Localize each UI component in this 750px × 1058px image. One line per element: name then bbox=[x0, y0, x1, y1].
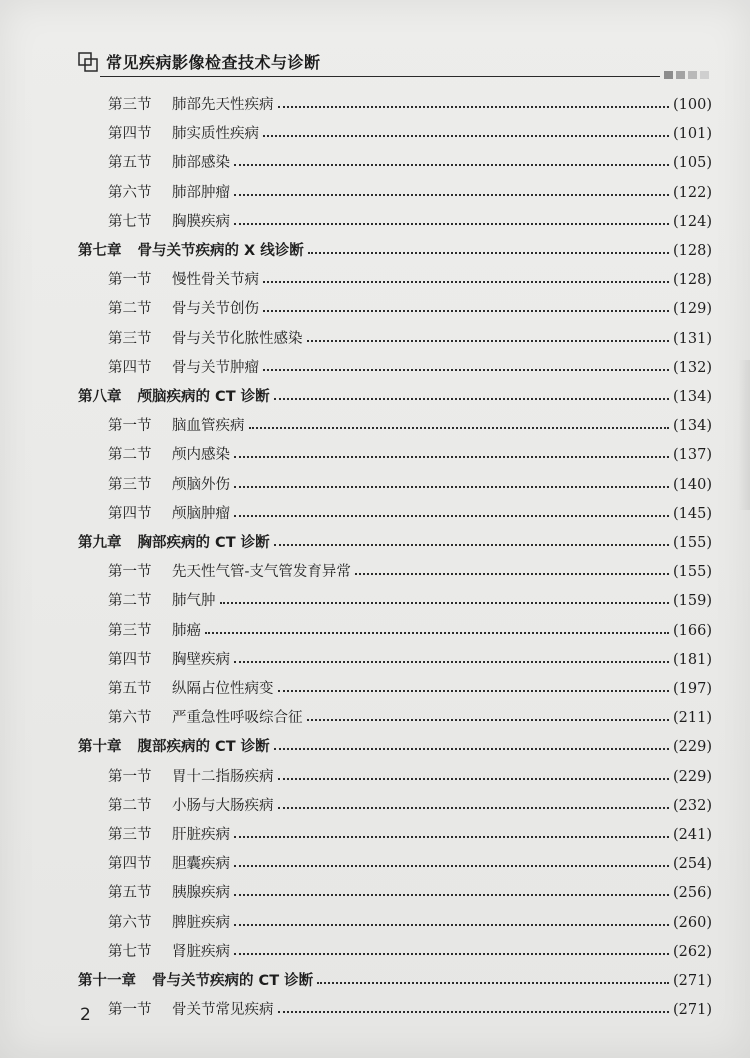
dot-leader bbox=[278, 1011, 670, 1013]
section-number: 第四节 bbox=[108, 359, 152, 376]
dot-leader bbox=[234, 486, 669, 488]
header-block bbox=[676, 71, 685, 79]
bleed-through-shadow bbox=[738, 360, 750, 510]
running-header bbox=[78, 50, 720, 80]
dot-leader bbox=[278, 106, 670, 108]
toc-section-entry[interactable] bbox=[108, 180, 712, 206]
header-rule bbox=[100, 76, 660, 77]
section-number: 第四节 bbox=[108, 505, 152, 522]
section-number: 第二节 bbox=[108, 797, 152, 814]
page-reference: (229) bbox=[673, 739, 712, 756]
dot-leader bbox=[234, 456, 669, 458]
header-corner-mark-icon bbox=[78, 52, 100, 74]
section-title: 颅内感染 bbox=[172, 447, 230, 464]
page-reference: (140) bbox=[673, 476, 712, 493]
toc-section-entry[interactable] bbox=[108, 822, 712, 848]
dot-leader bbox=[249, 427, 670, 429]
section-number: 第二节 bbox=[108, 593, 152, 610]
section-title: 肺部先天性疾病 bbox=[172, 97, 274, 113]
section-title: 骨关节常见疾病 bbox=[172, 1002, 274, 1019]
section-title: 胰腺疾病 bbox=[172, 885, 230, 902]
page-reference: (271) bbox=[673, 973, 712, 989]
section-title: 脑血管疾病 bbox=[172, 418, 245, 435]
toc-section-entry[interactable] bbox=[108, 442, 712, 468]
section-number: 第三节 bbox=[108, 622, 152, 639]
page-reference: (166) bbox=[673, 622, 712, 639]
page-reference: (131) bbox=[673, 330, 712, 347]
section-title: 纵隔占位性病变 bbox=[172, 681, 274, 697]
page-reference: (128) bbox=[673, 243, 712, 259]
section-number: 第五节 bbox=[108, 681, 152, 697]
toc-section-entry[interactable] bbox=[108, 647, 712, 673]
section-number: 第三节 bbox=[108, 827, 152, 843]
toc-section-entry[interactable] bbox=[108, 150, 712, 176]
dot-leader bbox=[308, 252, 669, 254]
toc-section-entry[interactable] bbox=[108, 588, 712, 614]
section-number: 第六节 bbox=[108, 710, 152, 727]
section-number: 第五节 bbox=[108, 155, 152, 172]
chapter-title: 胸部疾病的 CT 诊断 bbox=[137, 535, 270, 551]
dot-leader bbox=[234, 164, 669, 166]
dot-leader bbox=[274, 544, 669, 546]
toc-section-entry[interactable] bbox=[108, 355, 712, 381]
toc-section-entry[interactable] bbox=[108, 910, 712, 936]
toc-section-entry[interactable] bbox=[108, 851, 712, 877]
dot-leader bbox=[234, 836, 669, 838]
page-reference: (155) bbox=[673, 535, 712, 551]
dot-leader bbox=[355, 573, 669, 575]
section-number: 第二节 bbox=[108, 301, 152, 318]
section-title: 肺气肿 bbox=[172, 593, 216, 610]
dot-leader bbox=[307, 719, 670, 721]
dot-leader bbox=[278, 778, 670, 780]
page-reference: (129) bbox=[673, 301, 712, 318]
dot-leader bbox=[234, 223, 669, 225]
toc-section-entry[interactable] bbox=[108, 326, 712, 352]
section-number: 第二节 bbox=[108, 447, 152, 464]
section-number: 第一节 bbox=[108, 272, 152, 289]
section-number: 第一节 bbox=[108, 768, 152, 785]
dot-leader bbox=[274, 398, 669, 400]
page-reference: (211) bbox=[673, 710, 712, 727]
toc-chapter-entry[interactable] bbox=[78, 530, 712, 556]
page-reference: (145) bbox=[673, 505, 712, 522]
chapter-number: 第十章 bbox=[78, 739, 122, 756]
section-title: 严重急性呼吸综合征 bbox=[172, 710, 303, 727]
toc-section-entry[interactable] bbox=[108, 705, 712, 731]
dot-leader bbox=[317, 982, 669, 984]
page-reference: (181) bbox=[673, 651, 712, 668]
section-number: 第七节 bbox=[108, 213, 152, 230]
section-title: 先天性气管-支气管发育异常 bbox=[172, 564, 351, 581]
toc-section-entry[interactable] bbox=[108, 501, 712, 527]
page-reference: (132) bbox=[673, 359, 712, 376]
chapter-title: 颅脑疾病的 CT 诊断 bbox=[137, 389, 270, 405]
page-reference: (256) bbox=[673, 885, 712, 902]
toc-section-entry[interactable] bbox=[108, 997, 712, 1023]
page-reference: (159) bbox=[673, 593, 712, 610]
page-reference: (262) bbox=[673, 943, 712, 960]
dot-leader bbox=[234, 924, 669, 926]
chapter-number: 第八章 bbox=[78, 389, 122, 405]
page-reference: (229) bbox=[673, 768, 712, 785]
page-reference: (124) bbox=[673, 213, 712, 230]
header-decorative-blocks bbox=[664, 71, 709, 79]
section-number: 第三节 bbox=[108, 476, 152, 493]
section-number: 第七节 bbox=[108, 943, 152, 960]
section-title: 骨与关节创伤 bbox=[172, 301, 259, 318]
section-title: 脾脏疾病 bbox=[172, 914, 230, 931]
toc-section-entry[interactable] bbox=[108, 413, 712, 439]
page-reference: (101) bbox=[673, 126, 712, 143]
toc-section-entry[interactable] bbox=[108, 209, 712, 235]
section-title: 颅脑肿瘤 bbox=[172, 505, 230, 522]
toc-section-entry[interactable] bbox=[108, 618, 712, 644]
section-title: 肺部肿瘤 bbox=[172, 184, 230, 201]
dot-leader bbox=[234, 515, 669, 517]
section-number: 第一节 bbox=[108, 564, 152, 581]
toc-section-entry[interactable] bbox=[108, 92, 712, 118]
toc-section-entry[interactable] bbox=[108, 939, 712, 965]
chapter-number: 第十一章 bbox=[78, 973, 136, 989]
toc-section-entry[interactable] bbox=[108, 559, 712, 585]
section-number: 第五节 bbox=[108, 885, 152, 902]
toc-chapter-entry[interactable] bbox=[78, 384, 712, 410]
page-reference: (137) bbox=[673, 447, 712, 464]
page-reference: (134) bbox=[673, 418, 712, 435]
header-block bbox=[700, 71, 709, 79]
toc-section-entry[interactable] bbox=[108, 676, 712, 702]
dot-leader bbox=[263, 135, 669, 137]
section-title: 肾脏疾病 bbox=[172, 943, 230, 960]
page-reference: (122) bbox=[673, 184, 712, 201]
page-reference: (197) bbox=[673, 681, 712, 697]
header-block bbox=[664, 71, 673, 79]
page-reference: (241) bbox=[673, 827, 712, 843]
section-number: 第六节 bbox=[108, 184, 152, 201]
chapter-title: 骨与关节疾病的 CT 诊断 bbox=[152, 973, 314, 989]
section-title: 颅脑外伤 bbox=[172, 476, 230, 493]
dot-leader bbox=[274, 748, 669, 750]
dot-leader bbox=[263, 369, 669, 371]
section-number: 第一节 bbox=[108, 418, 152, 435]
page-reference: (271) bbox=[673, 1002, 712, 1019]
section-title: 肺癌 bbox=[172, 622, 201, 639]
page-reference: (260) bbox=[673, 914, 712, 931]
toc-section-entry[interactable] bbox=[108, 764, 712, 790]
chapter-title: 腹部疾病的 CT 诊断 bbox=[137, 739, 270, 756]
section-number: 第四节 bbox=[108, 651, 152, 668]
dot-leader bbox=[205, 632, 669, 634]
page-reference: (128) bbox=[673, 272, 712, 289]
toc-section-entry[interactable] bbox=[108, 793, 712, 819]
section-title: 肺实质性疾病 bbox=[172, 126, 259, 143]
running-header-title: 常见疾病影像检查技术与诊断 bbox=[106, 53, 321, 72]
chapter-number: 第七章 bbox=[78, 243, 122, 259]
section-number: 第四节 bbox=[108, 126, 152, 143]
toc-section-entry[interactable] bbox=[108, 880, 712, 906]
page-reference: (254) bbox=[673, 856, 712, 873]
dot-leader bbox=[234, 953, 669, 955]
section-title: 胸膜疾病 bbox=[172, 213, 230, 230]
section-title: 胆囊疾病 bbox=[172, 856, 230, 873]
toc-section-entry[interactable] bbox=[108, 267, 712, 293]
dot-leader bbox=[220, 602, 670, 604]
dot-leader bbox=[234, 894, 669, 896]
dot-leader bbox=[234, 865, 669, 867]
section-title: 慢性骨关节病 bbox=[172, 272, 259, 289]
toc-section-entry[interactable] bbox=[108, 296, 712, 322]
section-title: 肝脏疾病 bbox=[172, 827, 230, 843]
chapter-title: 骨与关节疾病的 X 线诊断 bbox=[137, 243, 304, 259]
toc-chapter-entry[interactable] bbox=[78, 734, 712, 760]
page-reference: (105) bbox=[673, 155, 712, 172]
page-reference: (232) bbox=[673, 797, 712, 814]
dot-leader bbox=[263, 310, 669, 312]
toc-chapter-entry[interactable] bbox=[78, 238, 712, 264]
toc-chapter-entry[interactable] bbox=[78, 968, 712, 994]
section-title: 骨与关节化脓性感染 bbox=[172, 330, 303, 347]
dot-leader bbox=[278, 690, 670, 692]
section-number: 第四节 bbox=[108, 856, 152, 873]
page-reference: (155) bbox=[673, 564, 712, 581]
section-number: 第一节 bbox=[108, 1002, 152, 1019]
dot-leader bbox=[278, 807, 670, 809]
section-title: 胸壁疾病 bbox=[172, 651, 230, 668]
toc-section-entry[interactable] bbox=[108, 472, 712, 498]
header-block bbox=[688, 71, 697, 79]
dot-leader bbox=[263, 281, 669, 283]
page-reference: (100) bbox=[673, 97, 712, 113]
section-title: 肺部感染 bbox=[172, 155, 230, 172]
section-title: 小肠与大肠疾病 bbox=[172, 797, 274, 814]
dot-leader bbox=[307, 340, 670, 342]
chapter-number: 第九章 bbox=[78, 535, 122, 551]
dot-leader bbox=[234, 194, 669, 196]
dot-leader bbox=[234, 661, 669, 663]
section-title: 胃十二指肠疾病 bbox=[172, 768, 274, 785]
page-reference: (134) bbox=[673, 389, 712, 405]
section-number: 第三节 bbox=[108, 330, 152, 347]
section-number: 第六节 bbox=[108, 914, 152, 931]
section-number: 第三节 bbox=[108, 97, 152, 113]
section-title: 骨与关节肿瘤 bbox=[172, 359, 259, 376]
page-number: 2 bbox=[80, 1005, 91, 1025]
toc-section-entry[interactable] bbox=[108, 121, 712, 147]
